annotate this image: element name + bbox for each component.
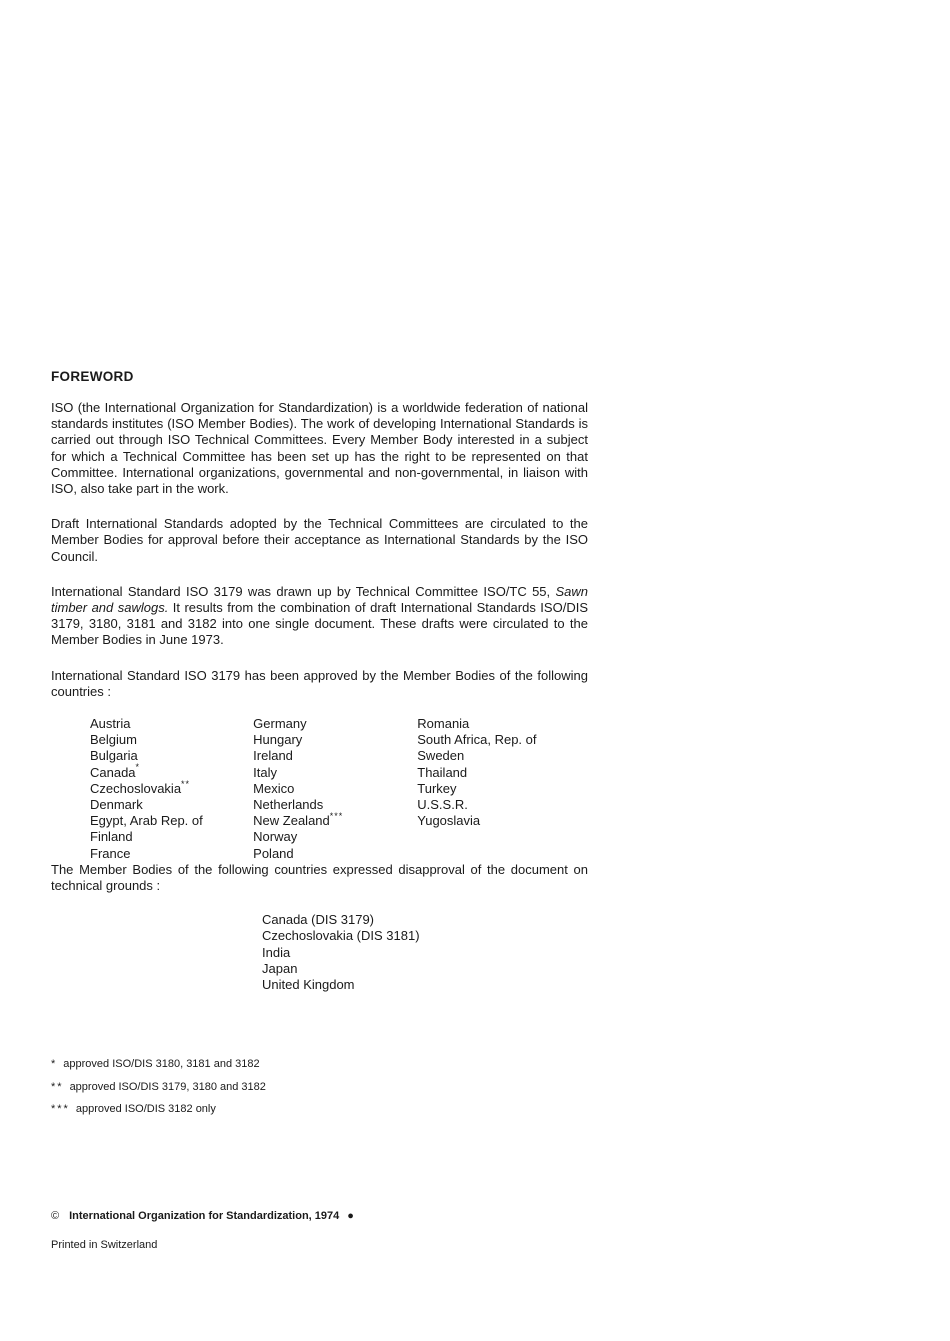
disapproving-country: India <box>262 944 291 960</box>
disapproving-countries-list <box>262 912 588 993</box>
disapproving-country: United Kingdom <box>262 977 355 993</box>
country-item: France <box>90 845 131 861</box>
country-item: Sweden <box>417 748 465 764</box>
country-item: Denmark <box>90 797 143 813</box>
committee-title: Sawn timber and sawlogs. <box>51 583 588 616</box>
countries-column-2 <box>253 716 417 862</box>
country-item: Poland <box>253 845 294 861</box>
country-item: Egypt, Arab Rep. of <box>90 813 203 829</box>
country-item: Hungary <box>253 732 303 748</box>
disapproval-paragraph: The Member Bodies of the following countries expressed disapproval of the document on technical grounds : <box>51 861 588 894</box>
para3-text-after: It results from the combination of draft International Standards ISO/DIS 3179, 3180, 3181 and 3182 into one single document. These drafts were circulated to the Member Bodies in June 1973. <box>51 600 588 648</box>
foreword-heading: FOREWORD <box>51 369 134 384</box>
foreword-paragraph-drafts: Draft International Standards adopted by the Technical Committees are circulated to the Member Bodies for approval before their acceptance as International Standards by the ISO Council. <box>51 516 588 564</box>
footnote-mark: *** <box>329 810 344 821</box>
country-item: Turkey <box>417 780 457 796</box>
footnote-text: approved ISO/DIS 3182 only <box>75 1103 216 1115</box>
foreword-paragraph-approval: International Standard ISO 3179 has been approved by the Member Bodies of the following countries : <box>51 667 588 699</box>
country-item: New Zealand*** <box>253 810 344 829</box>
footnote-mark: ** <box>51 1080 64 1093</box>
country-item: Bulgaria <box>90 748 138 764</box>
foreword-paragraph-iso-intro: ISO (the International Organization for Standardization) is a worldwide federation of national standards institutes (ISO Member Bodies). The work of developing International Standards is carried out through ISO Technical Committees. Every Member Body interested in a subject for which a Technical Committee has been set up has the right to be represented on that Committee. International organizations, governmental and non-governmental, in liaison with ISO, also take part in the work. <box>51 400 588 497</box>
para3-text-before: International Standard ISO 3179 was drawn up by Technical Committee ISO/TC 55, <box>51 583 556 599</box>
printed-in: Printed in Switzerland <box>51 1239 158 1251</box>
country-item: Netherlands <box>253 797 324 813</box>
copyright-text: International Organization for Standardization, 1974 <box>69 1210 340 1222</box>
footnote-mark: *** <box>51 1103 70 1115</box>
copyright-line <box>51 1209 354 1223</box>
country-item: Ireland <box>253 748 293 764</box>
disapproving-country: Japan <box>262 960 298 976</box>
copyright-icon: © <box>51 1210 60 1222</box>
country-item: Czechoslovakia** <box>90 778 191 796</box>
country-item: Norway <box>253 829 298 845</box>
country-item: Thailand <box>417 764 468 780</box>
footnote <box>51 1057 266 1071</box>
countries-column-3 <box>417 716 588 862</box>
footnote-mark: * <box>51 1058 58 1070</box>
approving-countries-table <box>90 716 588 862</box>
foreword-paragraph-iso-3179 <box>51 584 588 649</box>
country-item: Canada* <box>90 762 141 780</box>
bullet-icon: ● <box>347 1210 354 1222</box>
footnote <box>51 1080 266 1094</box>
country-item: U.S.S.R. <box>417 797 468 813</box>
country-item: Belgium <box>90 732 137 748</box>
country-item: Yugoslavia <box>417 813 481 829</box>
country-item: Austria <box>90 716 131 732</box>
footnotes <box>51 1057 266 1125</box>
country-item: Mexico <box>253 780 295 796</box>
disapproving-country: Canada (DIS 3179) <box>262 912 375 928</box>
footnote-text: approved ISO/DIS 3179, 3180 and 3182 <box>69 1080 266 1093</box>
country-item: Germany <box>253 716 307 732</box>
country-item: Finland <box>90 829 133 845</box>
country-item: South Africa, Rep. of <box>417 732 537 748</box>
footnote-mark: * <box>135 762 141 773</box>
foreword-section <box>51 368 588 993</box>
footnote-mark: ** <box>181 778 191 789</box>
country-item: Romania <box>417 716 470 732</box>
disapproving-country: Czechoslovakia (DIS 3181) <box>262 928 420 944</box>
footnote <box>51 1102 266 1116</box>
country-item: Italy <box>253 764 277 780</box>
countries-column-1 <box>90 716 253 862</box>
footnote-text: approved ISO/DIS 3180, 3181 and 3182 <box>63 1058 260 1070</box>
